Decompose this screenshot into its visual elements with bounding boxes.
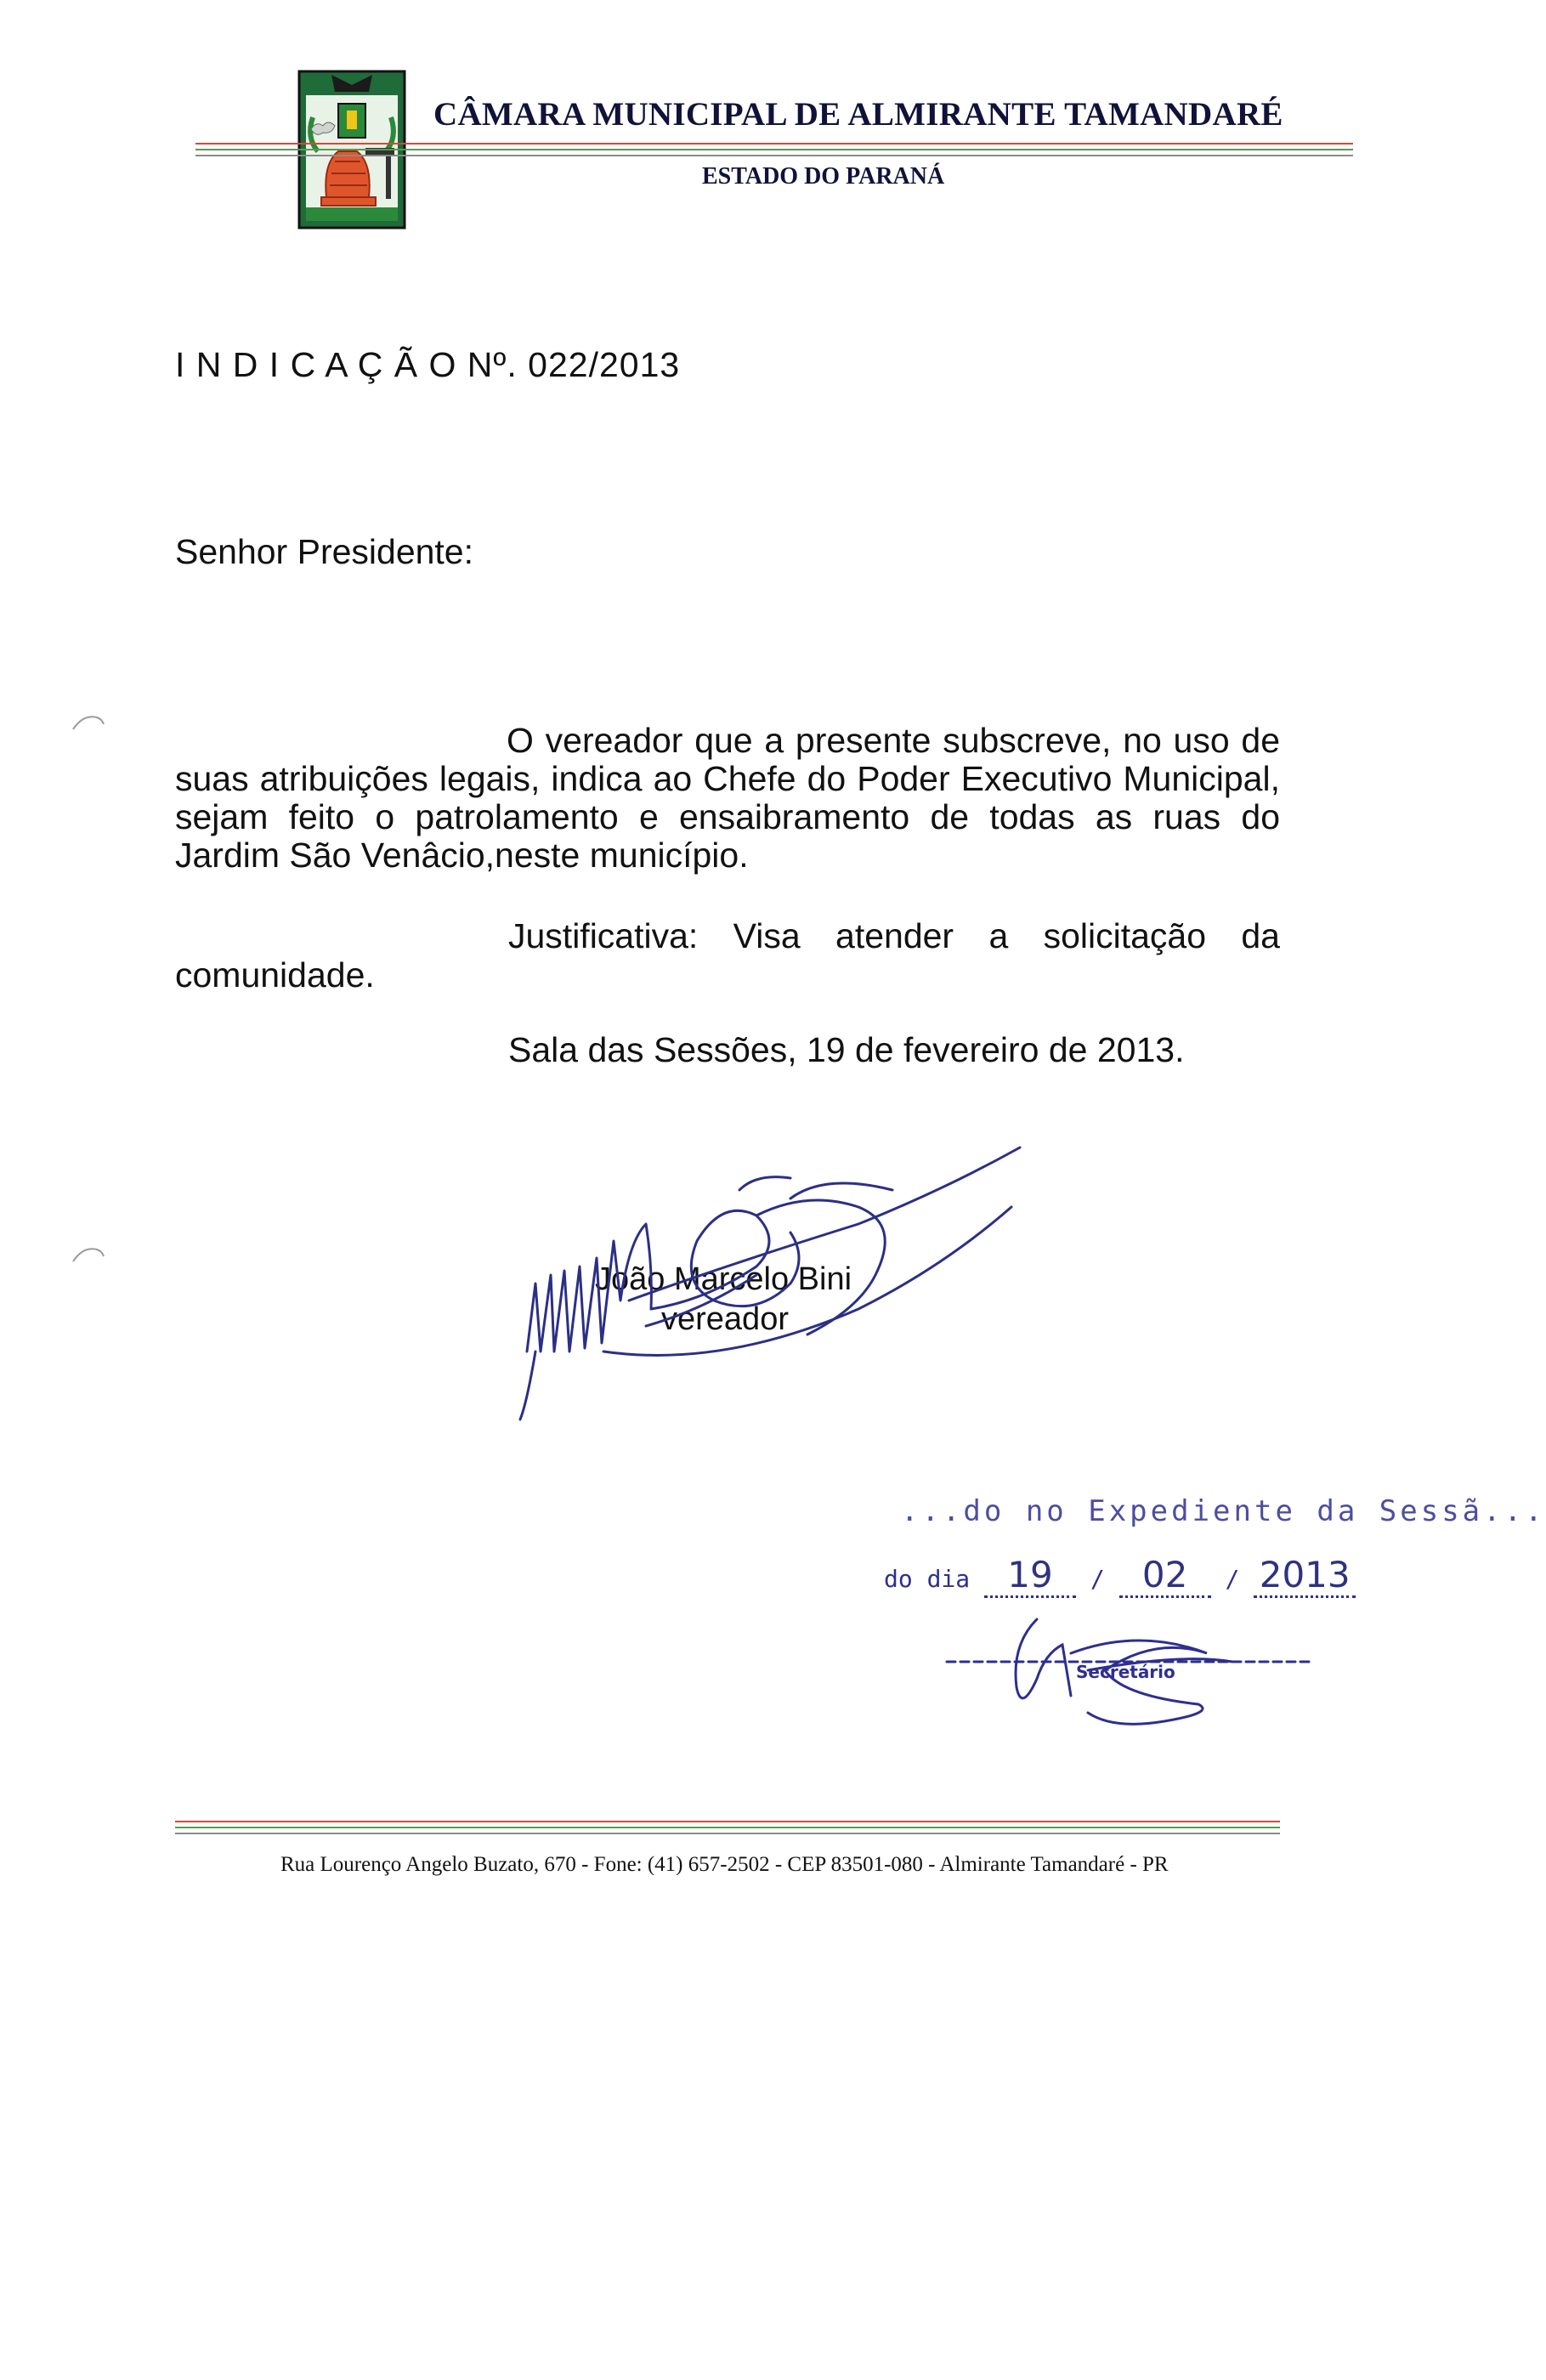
justification-word: a <box>988 916 1009 955</box>
justification-word: atender <box>835 916 954 955</box>
stamp-date-prefix: do dia <box>884 1565 971 1593</box>
footer-rule-gray <box>175 1833 1280 1834</box>
document-number: I N D I C A Ç Ã O Nº. 022/2013 <box>175 345 681 384</box>
footer-rule-red <box>175 1821 1280 1822</box>
justification-word: Visa <box>733 916 801 955</box>
justification-word: Justificativa: <box>508 916 699 955</box>
stamp-heading: ...do no Expediente da Sessã... <box>901 1494 1546 1528</box>
signer-role: vereador <box>661 1301 789 1337</box>
justification-word: solicitação <box>1043 916 1207 955</box>
signer-name: João Marcelo Bini <box>595 1261 852 1297</box>
footer-address: Rua Lourenço Angelo Buzato, 670 - Fone: (41) 657-2502 - CEP 83501-080 - Almirante Tamandaré - PR <box>280 1853 1169 1876</box>
header-rule-green <box>195 149 1353 150</box>
place-and-date: Sala das Sessões, 19 de fevereiro de 2013. <box>508 1030 1185 1069</box>
state-name: ESTADO DO PARANÁ <box>702 163 945 190</box>
header-rule-red <box>195 143 1353 144</box>
institution-name: CÂMARA MUNICIPAL DE ALMIRANTE TAMANDARÉ <box>433 96 1283 133</box>
justification-continued: comunidade. <box>175 955 375 994</box>
stamp-secretary-label: Secretário <box>1076 1662 1175 1682</box>
justification-word: da <box>1241 916 1280 955</box>
stamp-month: 02 <box>1119 1554 1211 1598</box>
stamp-date: do dia 19 / 02 / 2013 <box>884 1554 1356 1598</box>
handwritten-signature <box>501 1096 1028 1454</box>
stamp-day: 19 <box>984 1554 1076 1598</box>
salutation: Senhor Presidente: <box>175 532 474 571</box>
justification-line <box>508 916 1280 956</box>
body-paragraph <box>175 722 1280 875</box>
punch-hole-mark <box>71 712 105 731</box>
punch-hole-mark <box>71 1244 105 1263</box>
footer-rule-green <box>175 1827 1280 1828</box>
body-text: O vereador que a presente subscreve, no uso de suas atribuições legais, indica ao Chefe do Poder Executivo Municipal, sejam feito o patrolamento e ensaibramento de todas as ruas do Jardim São Venâcio,neste município. <box>175 721 1280 875</box>
stamp-year: 2013 <box>1254 1554 1356 1598</box>
header-rule-gray <box>195 155 1353 156</box>
